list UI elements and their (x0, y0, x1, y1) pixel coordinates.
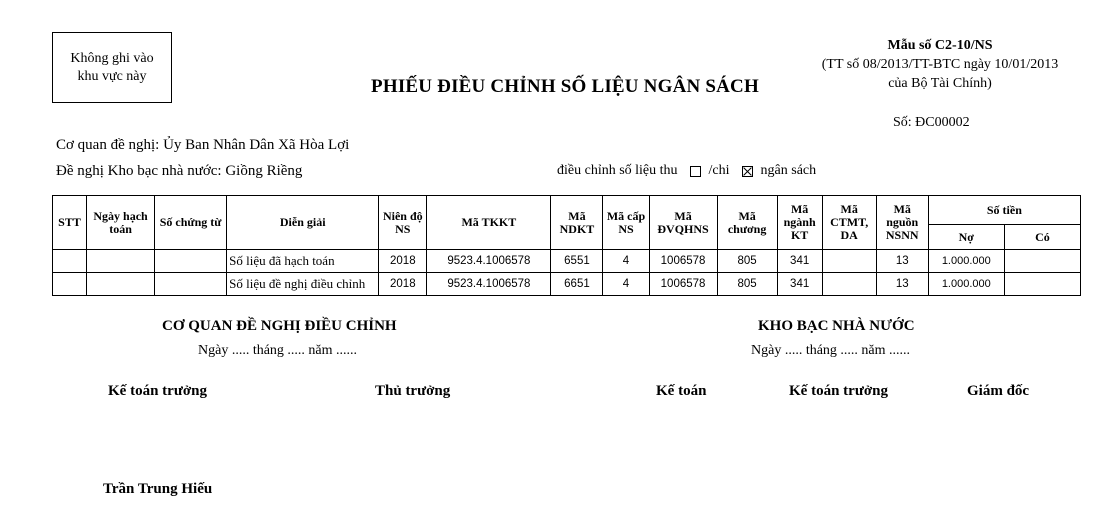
header-program-code: Mã CTMT, DA (822, 196, 876, 250)
cell-credit (1004, 250, 1080, 273)
cell-unit-code: 1006578 (649, 250, 717, 273)
header-sector-code: Mã ngành KT (777, 196, 822, 250)
reserved-area-box (52, 32, 172, 103)
form-ministry: của Bộ Tài Chính) (888, 76, 992, 91)
form-circular: (TT số 08/2013/TT-BTC ngày 10/01/2013 (821, 57, 1059, 72)
cell-voucher-no (155, 273, 227, 296)
signer-name: Trần Trung Hiếu (103, 481, 213, 497)
chief-accountant-right-label: Kế toán trưởng (789, 383, 888, 399)
cell-stt (53, 273, 87, 296)
cell-account-code: 9523.4.1006578 (427, 273, 551, 296)
cell-chapter-code: 805 (717, 250, 777, 273)
header-budget-level: Mã cấp NS (603, 196, 649, 250)
header-description: Diễn giải (227, 196, 379, 250)
cell-credit (1004, 273, 1080, 296)
revenue-checkbox[interactable] (690, 166, 701, 177)
requesting-agency-heading: CƠ QUAN ĐỀ NGHỊ ĐIỀU CHỈNH (162, 318, 397, 334)
treasury-heading: KHO BẠC NHÀ NƯỚC (758, 318, 915, 334)
cell-sector-code: 341 (777, 273, 822, 296)
header-budget-year: Niên độ NS (379, 196, 427, 250)
header-debit: Nợ (928, 225, 1004, 250)
cell-program-code (822, 273, 876, 296)
adjustment-prefix: điều chỉnh số liệu thu (557, 163, 678, 178)
requesting-agency-date: Ngày ..... tháng ..... năm ...... (198, 343, 358, 358)
treasury-request: Đề nghị Kho bạc nhà nước: Giồng Riềng (56, 163, 303, 179)
reserved-area-line2: khu vực này (77, 68, 147, 84)
cell-program-code (822, 250, 876, 273)
adjustment-suffix: ngân sách (760, 163, 817, 178)
form-code-block (790, 36, 1090, 93)
cell-ndkt-code: 6551 (551, 250, 603, 273)
adjustment-table (52, 195, 1081, 296)
header-voucher-no: Số chứng từ (155, 196, 227, 250)
director-label: Giám đốc (967, 383, 1030, 399)
header-posting-date: Ngày hạch toán (87, 196, 155, 250)
cell-budget-year: 2018 (379, 250, 427, 273)
chief-accountant-left-label: Kế toán trưởng (108, 383, 207, 399)
cell-posting-date (87, 273, 155, 296)
document-number: Số: ĐC00002 (893, 115, 970, 130)
page-title: PHIẾU ĐIỀU CHỈNH SỐ LIỆU NGÂN SÁCH (371, 76, 759, 97)
table-row (53, 273, 1081, 296)
cell-ndkt-code: 6651 (551, 273, 603, 296)
cell-budget-year: 2018 (379, 273, 427, 296)
cell-fund-source: 13 (876, 273, 928, 296)
treasury-date: Ngày ..... tháng ..... năm ...... (751, 343, 911, 358)
header-amount: Số tiền (928, 196, 1080, 225)
cell-debit: 1.000.000 (928, 273, 1004, 296)
expense-checkbox[interactable] (742, 166, 753, 177)
table-row (53, 250, 1081, 273)
cell-budget-level: 4 (603, 273, 649, 296)
header-chapter-code: Mã chương (717, 196, 777, 250)
header-fund-source: Mã nguồn NSNN (876, 196, 928, 250)
accountant-label: Kế toán (656, 383, 707, 399)
cell-budget-level: 4 (603, 250, 649, 273)
header-stt: STT (53, 196, 87, 250)
header-account-code: Mã TKKT (427, 196, 551, 250)
requesting-agency: Cơ quan đề nghị: Ủy Ban Nhân Dân Xã Hòa Lợi (56, 137, 350, 153)
reserved-area-line1: Không ghi vào (70, 50, 154, 66)
cell-description: Số liệu đề nghị điều chỉnh (227, 273, 379, 296)
header-ndkt-code: Mã NDKT (551, 196, 603, 250)
header-unit-code: Mã ĐVQHNS (649, 196, 717, 250)
cell-account-code: 9523.4.1006578 (427, 250, 551, 273)
cell-sector-code: 341 (777, 250, 822, 273)
cell-posting-date (87, 250, 155, 273)
head-label: Thủ trưởng (375, 383, 451, 399)
expense-label: /chi (708, 163, 730, 178)
cell-stt (53, 250, 87, 273)
form-code: Mẫu số C2-10/NS (887, 38, 993, 53)
cell-fund-source: 13 (876, 250, 928, 273)
cell-description: Số liệu đã hạch toán (227, 250, 379, 273)
header-credit: Có (1004, 225, 1080, 250)
cell-unit-code: 1006578 (649, 273, 717, 296)
cell-voucher-no (155, 250, 227, 273)
adjustment-type (557, 163, 816, 179)
cell-chapter-code: 805 (717, 273, 777, 296)
cell-debit: 1.000.000 (928, 250, 1004, 273)
